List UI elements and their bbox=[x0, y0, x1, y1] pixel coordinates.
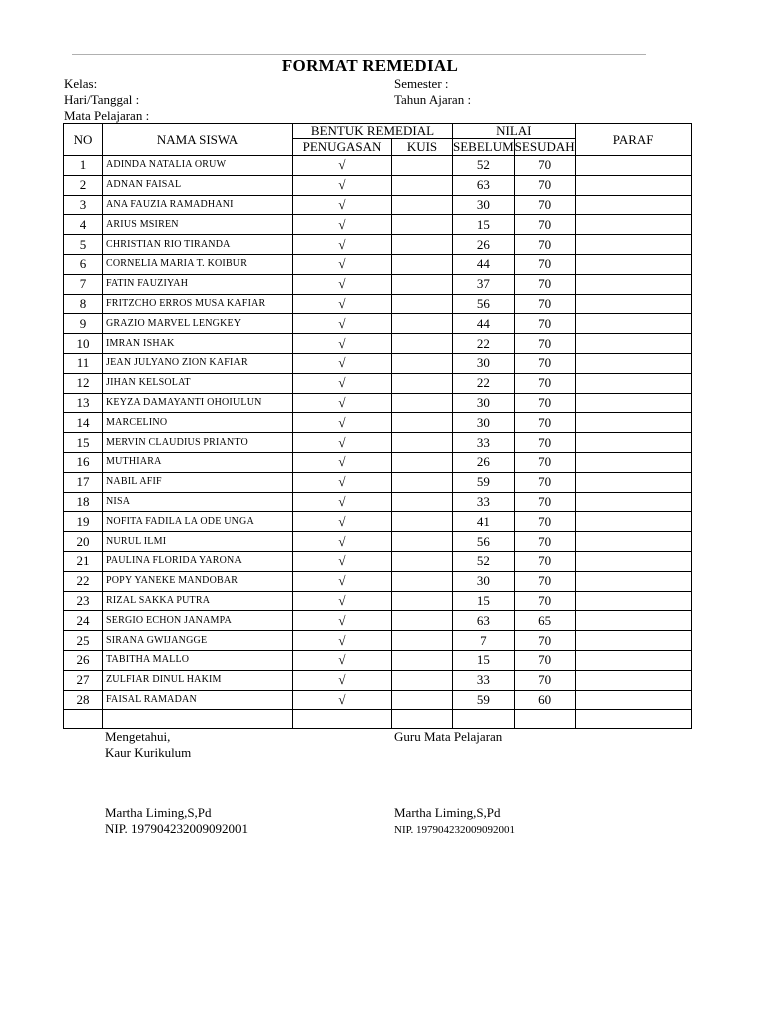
header-kuis: KUIS bbox=[392, 139, 453, 156]
cell-penugasan: √ bbox=[293, 373, 392, 393]
cell-no: 10 bbox=[64, 334, 103, 354]
cell-paraf bbox=[575, 235, 691, 255]
cell-nilai-sesudah: 70 bbox=[514, 353, 575, 373]
header-bentuk-remedial: BENTUK REMEDIAL bbox=[293, 124, 453, 139]
cell-kuis bbox=[392, 393, 453, 413]
cell-paraf bbox=[575, 512, 691, 532]
cell-nilai-sebelum: 56 bbox=[453, 532, 515, 552]
empty-cell bbox=[103, 710, 293, 729]
cell-student-name: NURUL ILMI bbox=[103, 532, 293, 552]
cell-kuis bbox=[392, 195, 453, 215]
cell-penugasan: √ bbox=[293, 195, 392, 215]
cell-penugasan: √ bbox=[293, 433, 392, 453]
cell-no: 1 bbox=[64, 156, 103, 176]
cell-nilai-sesudah: 70 bbox=[514, 571, 575, 591]
cell-student-name: SIRANA GWIJANGGE bbox=[103, 631, 293, 651]
cell-kuis bbox=[392, 353, 453, 373]
cell-kuis bbox=[392, 650, 453, 670]
cell-no: 15 bbox=[64, 433, 103, 453]
cell-paraf bbox=[575, 274, 691, 294]
empty-cell bbox=[64, 710, 103, 729]
cell-kuis bbox=[392, 452, 453, 472]
cell-penugasan: √ bbox=[293, 215, 392, 235]
cell-nilai-sebelum: 59 bbox=[453, 472, 515, 492]
mengetahui-label: Mengetahui, bbox=[105, 729, 171, 744]
cell-nilai-sebelum: 26 bbox=[453, 452, 515, 472]
cell-nilai-sesudah: 70 bbox=[514, 274, 575, 294]
cell-no: 9 bbox=[64, 314, 103, 334]
cell-paraf bbox=[575, 571, 691, 591]
cell-student-name: MERVIN CLAUDIUS PRIANTO bbox=[103, 433, 293, 453]
table-row bbox=[64, 334, 692, 354]
cell-student-name: CHRISTIAN RIO TIRANDA bbox=[103, 235, 293, 255]
cell-student-name: GRAZIO MARVEL LENGKEY bbox=[103, 314, 293, 334]
cell-kuis bbox=[392, 591, 453, 611]
cell-nilai-sebelum: 59 bbox=[453, 690, 515, 710]
table-row bbox=[64, 532, 692, 552]
cell-paraf bbox=[575, 591, 691, 611]
cell-paraf bbox=[575, 254, 691, 274]
cell-paraf bbox=[575, 215, 691, 235]
cell-nilai-sebelum: 44 bbox=[453, 254, 515, 274]
cell-paraf bbox=[575, 195, 691, 215]
cell-no: 19 bbox=[64, 512, 103, 532]
cell-student-name: FAISAL RAMADAN bbox=[103, 690, 293, 710]
cell-nilai-sesudah: 70 bbox=[514, 413, 575, 433]
cell-paraf bbox=[575, 393, 691, 413]
empty-cell bbox=[392, 710, 453, 729]
cell-nilai-sesudah: 70 bbox=[514, 532, 575, 552]
cell-nilai-sebelum: 33 bbox=[453, 670, 515, 690]
cell-no: 14 bbox=[64, 413, 103, 433]
cell-nilai-sesudah: 65 bbox=[514, 611, 575, 631]
top-rule bbox=[72, 54, 646, 55]
cell-no: 4 bbox=[64, 215, 103, 235]
cell-penugasan: √ bbox=[293, 175, 392, 195]
cell-nilai-sebelum: 63 bbox=[453, 611, 515, 631]
cell-paraf bbox=[575, 156, 691, 176]
cell-student-name: IMRAN ISHAK bbox=[103, 334, 293, 354]
cell-kuis bbox=[392, 215, 453, 235]
cell-nilai-sesudah: 70 bbox=[514, 492, 575, 512]
cell-paraf bbox=[575, 670, 691, 690]
table-row bbox=[64, 353, 692, 373]
header-paraf: PARAF bbox=[575, 124, 691, 156]
table-row bbox=[64, 472, 692, 492]
cell-paraf bbox=[575, 175, 691, 195]
header-sebelum: SEBELUM bbox=[453, 139, 514, 154]
cell-penugasan: √ bbox=[293, 334, 392, 354]
cell-kuis bbox=[392, 413, 453, 433]
cell-student-name: KEYZA DAMAYANTI OHOIULUN bbox=[103, 393, 293, 413]
cell-kuis bbox=[392, 254, 453, 274]
cell-kuis bbox=[392, 156, 453, 176]
cell-student-name: CORNELIA MARIA T. KOIBUR bbox=[103, 254, 293, 274]
cell-paraf bbox=[575, 433, 691, 453]
cell-penugasan: √ bbox=[293, 452, 392, 472]
cell-kuis bbox=[392, 314, 453, 334]
cell-penugasan: √ bbox=[293, 571, 392, 591]
cell-no: 25 bbox=[64, 631, 103, 651]
table-row bbox=[64, 156, 692, 176]
cell-no: 16 bbox=[64, 452, 103, 472]
cell-kuis bbox=[392, 571, 453, 591]
cell-nilai-sebelum: 37 bbox=[453, 274, 515, 294]
cell-penugasan: √ bbox=[293, 254, 392, 274]
cell-penugasan: √ bbox=[293, 650, 392, 670]
cell-student-name: RIZAL SAKKA PUTRA bbox=[103, 591, 293, 611]
table-row bbox=[64, 650, 692, 670]
hari-tanggal-label: Hari/Tanggal : bbox=[64, 92, 140, 107]
cell-nilai-sebelum: 22 bbox=[453, 373, 515, 393]
table-row bbox=[64, 373, 692, 393]
kaur-kurikulum-label: Kaur Kurikulum bbox=[105, 745, 192, 760]
cell-kuis bbox=[392, 631, 453, 651]
cell-paraf bbox=[575, 551, 691, 571]
cell-no: 8 bbox=[64, 294, 103, 314]
left-signatory-nip: NIP. 197904232009092001 bbox=[105, 821, 249, 836]
cell-nilai-sesudah: 70 bbox=[514, 215, 575, 235]
cell-nilai-sebelum: 56 bbox=[453, 294, 515, 314]
cell-kuis bbox=[392, 551, 453, 571]
left-signatory-name: Martha Liming,S,Pd bbox=[105, 805, 212, 820]
cell-nilai-sebelum: 30 bbox=[453, 195, 515, 215]
cell-kuis bbox=[392, 373, 453, 393]
cell-nilai-sesudah: 70 bbox=[514, 393, 575, 413]
table-row bbox=[64, 274, 692, 294]
header-nilai: NILAI bbox=[453, 124, 576, 139]
cell-kuis bbox=[392, 472, 453, 492]
cell-paraf bbox=[575, 690, 691, 710]
cell-student-name: NISA bbox=[103, 492, 293, 512]
cell-nilai-sesudah: 70 bbox=[514, 551, 575, 571]
cell-paraf bbox=[575, 373, 691, 393]
cell-student-name: MARCELINO bbox=[103, 413, 293, 433]
table-row bbox=[64, 571, 692, 591]
cell-paraf bbox=[575, 314, 691, 334]
cell-kuis bbox=[392, 532, 453, 552]
cell-nilai-sebelum: 44 bbox=[453, 314, 515, 334]
cell-paraf bbox=[575, 413, 691, 433]
empty-cell bbox=[293, 710, 392, 729]
cell-nilai-sesudah: 70 bbox=[514, 512, 575, 532]
cell-paraf bbox=[575, 472, 691, 492]
cell-paraf bbox=[575, 650, 691, 670]
empty-cell bbox=[575, 710, 691, 729]
cell-penugasan: √ bbox=[293, 472, 392, 492]
cell-kuis bbox=[392, 690, 453, 710]
cell-no: 28 bbox=[64, 690, 103, 710]
cell-student-name: ZULFIAR DINUL HAKIM bbox=[103, 670, 293, 690]
right-signatory-nip: NIP. 197904232009092001 bbox=[394, 824, 516, 836]
cell-nilai-sesudah: 70 bbox=[514, 472, 575, 492]
cell-nilai-sebelum: 15 bbox=[453, 591, 515, 611]
table-row bbox=[64, 591, 692, 611]
cell-kuis bbox=[392, 274, 453, 294]
table-row-empty bbox=[64, 710, 692, 729]
cell-nilai-sesudah: 70 bbox=[514, 433, 575, 453]
cell-student-name: JEAN JULYANO ZION KAFIAR bbox=[103, 353, 293, 373]
table-row bbox=[64, 195, 692, 215]
cell-nilai-sebelum: 52 bbox=[453, 551, 515, 571]
cell-penugasan: √ bbox=[293, 532, 392, 552]
cell-student-name: ARIUS MSIREN bbox=[103, 215, 293, 235]
cell-no: 24 bbox=[64, 611, 103, 631]
cell-nilai-sesudah: 70 bbox=[514, 631, 575, 651]
cell-student-name: TABITHA MALLO bbox=[103, 650, 293, 670]
guru-mata-pelajaran-label: Guru Mata Pelajaran bbox=[394, 729, 503, 744]
cell-no: 21 bbox=[64, 551, 103, 571]
cell-kuis bbox=[392, 670, 453, 690]
cell-penugasan: √ bbox=[293, 274, 392, 294]
cell-nilai-sebelum: 30 bbox=[453, 353, 515, 373]
table-row bbox=[64, 294, 692, 314]
cell-penugasan: √ bbox=[293, 235, 392, 255]
cell-penugasan: √ bbox=[293, 670, 392, 690]
cell-student-name: ADINDA NATALIA ORUW bbox=[103, 156, 293, 176]
table-row bbox=[64, 690, 692, 710]
cell-nilai-sesudah: 70 bbox=[514, 452, 575, 472]
cell-student-name: MUTHIARA bbox=[103, 452, 293, 472]
cell-nilai-sesudah: 70 bbox=[514, 195, 575, 215]
cell-nilai-sesudah: 70 bbox=[514, 670, 575, 690]
table-row bbox=[64, 393, 692, 413]
cell-penugasan: √ bbox=[293, 690, 392, 710]
cell-penugasan: √ bbox=[293, 611, 392, 631]
cell-nilai-sebelum: 22 bbox=[453, 334, 515, 354]
cell-penugasan: √ bbox=[293, 353, 392, 373]
cell-nilai-sebelum: 15 bbox=[453, 215, 515, 235]
tahun-ajaran-label: Tahun Ajaran : bbox=[394, 92, 472, 107]
cell-kuis bbox=[392, 433, 453, 453]
cell-no: 26 bbox=[64, 650, 103, 670]
cell-penugasan: √ bbox=[293, 156, 392, 176]
cell-penugasan: √ bbox=[293, 314, 392, 334]
cell-kuis bbox=[392, 294, 453, 314]
cell-nilai-sesudah: 70 bbox=[514, 235, 575, 255]
cell-kuis bbox=[392, 492, 453, 512]
cell-nilai-sesudah: 70 bbox=[514, 314, 575, 334]
cell-nilai-sebelum: 7 bbox=[453, 631, 515, 651]
cell-no: 5 bbox=[64, 235, 103, 255]
cell-nilai-sebelum: 33 bbox=[453, 492, 515, 512]
cell-paraf bbox=[575, 334, 691, 354]
cell-nilai-sesudah: 70 bbox=[514, 650, 575, 670]
cell-no: 22 bbox=[64, 571, 103, 591]
cell-penugasan: √ bbox=[293, 413, 392, 433]
cell-nilai-sebelum: 30 bbox=[453, 393, 515, 413]
cell-paraf bbox=[575, 452, 691, 472]
table-row bbox=[64, 611, 692, 631]
cell-penugasan: √ bbox=[293, 591, 392, 611]
table-row bbox=[64, 314, 692, 334]
cell-nilai-sebelum: 33 bbox=[453, 433, 515, 453]
table-row bbox=[64, 433, 692, 453]
cell-no: 17 bbox=[64, 472, 103, 492]
cell-student-name: ANA FAUZIA RAMADHANI bbox=[103, 195, 293, 215]
table-row bbox=[64, 413, 692, 433]
cell-nilai-sebelum: 30 bbox=[453, 571, 515, 591]
cell-nilai-sebelum: 30 bbox=[453, 413, 515, 433]
cell-no: 3 bbox=[64, 195, 103, 215]
cell-student-name: NOFITA FADILA LA ODE UNGA bbox=[103, 512, 293, 532]
cell-nilai-sesudah: 70 bbox=[514, 175, 575, 195]
cell-no: 12 bbox=[64, 373, 103, 393]
cell-no: 6 bbox=[64, 254, 103, 274]
document-title: FORMAT REMEDIAL bbox=[281, 56, 459, 75]
header-nama-siswa: NAMA SISWA bbox=[103, 124, 293, 156]
cell-paraf bbox=[575, 294, 691, 314]
cell-penugasan: √ bbox=[293, 393, 392, 413]
cell-nilai-sebelum: 63 bbox=[453, 175, 515, 195]
header-no: NO bbox=[64, 124, 103, 156]
table-row bbox=[64, 512, 692, 532]
cell-paraf bbox=[575, 611, 691, 631]
table-row bbox=[64, 254, 692, 274]
cell-kuis bbox=[392, 334, 453, 354]
cell-no: 13 bbox=[64, 393, 103, 413]
table-row bbox=[64, 215, 692, 235]
cell-student-name: FATIN FAUZIYAH bbox=[103, 274, 293, 294]
cell-nilai-sesudah: 70 bbox=[514, 373, 575, 393]
cell-nilai-sesudah: 70 bbox=[514, 254, 575, 274]
cell-no: 7 bbox=[64, 274, 103, 294]
empty-cell bbox=[453, 710, 515, 729]
cell-no: 27 bbox=[64, 670, 103, 690]
cell-student-name: JIHAN KELSOLAT bbox=[103, 373, 293, 393]
table-row bbox=[64, 670, 692, 690]
right-signatory-name: Martha Liming,S,Pd bbox=[394, 805, 501, 820]
cell-student-name: PAULINA FLORIDA YARONA bbox=[103, 551, 293, 571]
cell-student-name: FRITZCHO ERROS MUSA KAFIAR bbox=[103, 294, 293, 314]
cell-nilai-sesudah: 70 bbox=[514, 294, 575, 314]
cell-paraf bbox=[575, 631, 691, 651]
cell-penugasan: √ bbox=[293, 551, 392, 571]
cell-student-name: NABIL AFIF bbox=[103, 472, 293, 492]
cell-kuis bbox=[392, 512, 453, 532]
header-sesudah: SESUDAH bbox=[514, 139, 575, 154]
cell-student-name: ADNAN FAISAL bbox=[103, 175, 293, 195]
semester-label: Semester : bbox=[394, 76, 449, 91]
cell-paraf bbox=[575, 353, 691, 373]
cell-no: 18 bbox=[64, 492, 103, 512]
cell-nilai-sebelum: 15 bbox=[453, 650, 515, 670]
cell-kuis bbox=[392, 611, 453, 631]
cell-kuis bbox=[392, 175, 453, 195]
cell-nilai-sesudah: 70 bbox=[514, 156, 575, 176]
cell-penugasan: √ bbox=[293, 294, 392, 314]
mata-pelajaran-label: Mata Pelajaran : bbox=[64, 108, 150, 123]
table-row bbox=[64, 175, 692, 195]
cell-no: 2 bbox=[64, 175, 103, 195]
cell-nilai-sebelum: 26 bbox=[453, 235, 515, 255]
cell-student-name: POPY YANEKE MANDOBAR bbox=[103, 571, 293, 591]
cell-nilai-sebelum: 52 bbox=[453, 156, 515, 176]
cell-nilai-sesudah: 70 bbox=[514, 334, 575, 354]
cell-no: 23 bbox=[64, 591, 103, 611]
cell-nilai-sesudah: 60 bbox=[514, 690, 575, 710]
cell-student-name: SERGIO ECHON JANAMPA bbox=[103, 611, 293, 631]
remedial-table bbox=[63, 123, 692, 729]
cell-penugasan: √ bbox=[293, 492, 392, 512]
cell-paraf bbox=[575, 492, 691, 512]
table-row bbox=[64, 235, 692, 255]
cell-kuis bbox=[392, 235, 453, 255]
header-penugasan: PENUGASAN bbox=[293, 139, 392, 156]
table-row bbox=[64, 631, 692, 651]
table-row bbox=[64, 452, 692, 472]
cell-penugasan: √ bbox=[293, 631, 392, 651]
table-row bbox=[64, 492, 692, 512]
cell-no: 11 bbox=[64, 353, 103, 373]
cell-no: 20 bbox=[64, 532, 103, 552]
empty-cell bbox=[514, 710, 575, 729]
cell-paraf bbox=[575, 532, 691, 552]
cell-nilai-sebelum: 41 bbox=[453, 512, 515, 532]
kelas-label: Kelas: bbox=[64, 76, 98, 91]
table-row bbox=[64, 551, 692, 571]
cell-nilai-sesudah: 70 bbox=[514, 591, 575, 611]
cell-penugasan: √ bbox=[293, 512, 392, 532]
